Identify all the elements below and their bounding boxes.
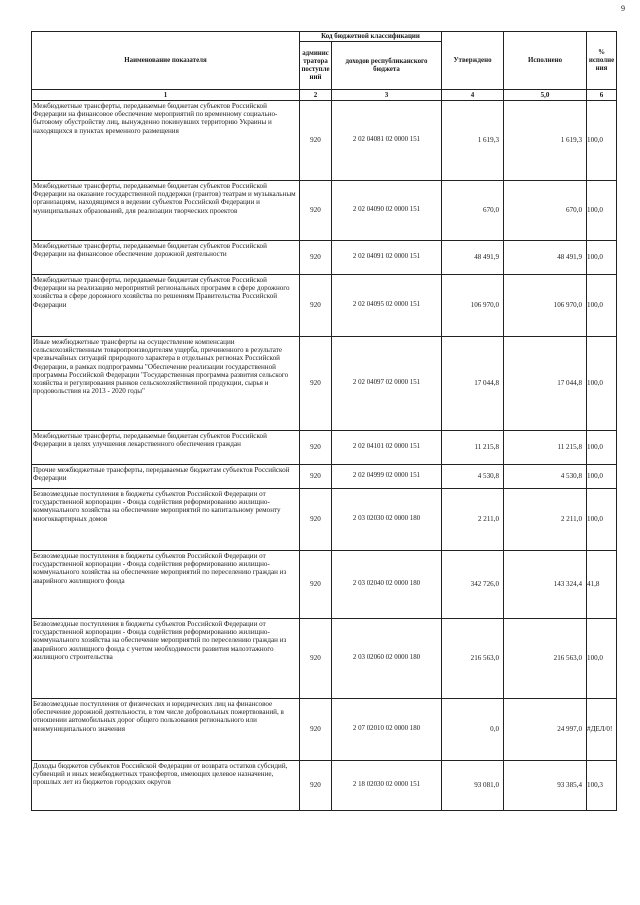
row-admin-code: 920 [300,275,332,337]
row-percent: 100,3 [587,761,617,811]
table-row [32,699,617,761]
row-percent: 41,8 [587,551,617,619]
row-income-code: 2 02 04081 02 0000 151 [332,101,442,181]
table-row [32,101,617,181]
row-admin-code: 920 [300,181,332,241]
row-percent: 100,0 [587,337,617,431]
row-name: Безвозмездные поступления в бюджеты субъектов Российской Федерации от государственной корпорации - Фонда содействия реформированию жилищно-коммунального хозяйства на обеспечение мероприятий по переселению граждан из аварийного жилищного фонда [32,551,300,619]
row-executed: 24 997,0 [504,699,587,761]
row-name: Доходы бюджетов субъектов Российской Федерации от возврата остатков субсидий, субвенций и иных межбюджетных трансфертов, имеющих целевое назначение, прошлых лет из бюджетов городских округов [32,761,300,811]
table-row [32,619,617,699]
row-admin-code: 920 [300,699,332,761]
row-admin-code: 920 [300,619,332,699]
row-executed: 143 324,4 [504,551,587,619]
row-income-code: 2 03 02030 02 0000 180 [332,489,442,551]
budget-table [31,31,617,811]
row-income-code: 2 02 04095 02 0000 151 [332,275,442,337]
table-row [32,275,617,337]
table-row [32,431,617,465]
row-percent: 100,0 [587,181,617,241]
column-number: 1 [32,90,300,101]
table-row [32,489,617,551]
header-name: Наименование показателя [32,32,300,90]
table-row [32,337,617,431]
row-income-code: 2 18 02030 02 0000 151 [332,761,442,811]
header-approved: Утверждено [442,32,504,90]
row-name: Прочие межбюджетные трансферты, передаваемые бюджетам субъектов Российской Федерации [32,465,300,489]
row-income-code: 2 02 04090 02 0000 151 [332,181,442,241]
row-admin-code: 920 [300,489,332,551]
row-income-code: 2 02 04097 02 0000 151 [332,337,442,431]
row-admin-code: 920 [300,241,332,275]
row-name: Безвозмездные поступления в бюджеты субъектов Российской Федерации от государственной корпорации - Фонда содействия реформированию жилищно-коммунального хозяйства на обеспечение мероприятий по переселению граждан из аварийного жилищного фонда с учетом необходимости развития малоэтажного жилищного строительства [32,619,300,699]
row-executed: 48 491,9 [504,241,587,275]
row-name: Межбюджетные трансферты, передаваемые бюджетам субъектов Российской Федерации на финансовое обеспечение дорожной деятельности [32,241,300,275]
table-row [32,551,617,619]
row-percent: 100,0 [587,275,617,337]
row-approved: 2 211,0 [442,489,504,551]
row-percent: 100,0 [587,489,617,551]
row-admin-code: 920 [300,101,332,181]
header-admin: админис тратора поступле ний [300,42,332,90]
row-percent: 100,0 [587,101,617,181]
column-number: 4 [442,90,504,101]
header-executed: Исполнено [504,32,587,90]
row-name: Безвозмездные поступления в бюджеты субъектов Российской Федерации от государственной корпорации - Фонда содействия реформированию жилищно-коммунального хозяйства на обеспечение мероприятий по капитальному ремонту многоквартирных домов [32,489,300,551]
row-approved: 93 081,0 [442,761,504,811]
row-approved: 342 726,0 [442,551,504,619]
row-percent: 100,0 [587,241,617,275]
row-income-code: 2 02 04999 02 0000 151 [332,465,442,489]
row-name: Межбюджетные трансферты, передаваемые бюджетам субъектов Российской Федерации на финансовое обеспечение мероприятий по временному социально-бытовому обустройству лиц, вынужденно покинувших территорию Украины и находящихся в пунктах временного размещения [32,101,300,181]
row-executed: 216 563,0 [504,619,587,699]
row-executed: 1 619,3 [504,101,587,181]
row-percent: 100,0 [587,431,617,465]
table-row [32,465,617,489]
row-admin-code: 920 [300,431,332,465]
header-code-group: Код бюджетной классификации [300,32,442,42]
row-approved: 4 530,8 [442,465,504,489]
header-income: доходов республиканского бюджета [332,42,442,90]
row-percent: 100,0 [587,619,617,699]
row-executed: 4 530,8 [504,465,587,489]
row-name: Межбюджетные трансферты, передаваемые бюджетам субъектов Российской Федерации на оказание государственной поддержки (грантов) театрам и музыкальным организациям, находящимся в ведении субъектов Российской Федерации и муниципальных образований, для реализации творческих проектов [32,181,300,241]
row-approved: 17 044,8 [442,337,504,431]
column-number: 5,0 [504,90,587,101]
table-row [32,761,617,811]
row-income-code: 2 03 02040 02 0000 180 [332,551,442,619]
row-income-code: 2 02 04091 02 0000 151 [332,241,442,275]
column-number: 6 [587,90,617,101]
table-row [32,181,617,241]
column-number: 3 [332,90,442,101]
row-admin-code: 920 [300,337,332,431]
row-approved: 216 563,0 [442,619,504,699]
row-admin-code: 920 [300,551,332,619]
table-row [32,241,617,275]
row-approved: 670,0 [442,181,504,241]
row-income-code: 2 07 02010 02 0000 180 [332,699,442,761]
row-income-code: 2 02 04101 02 0000 151 [332,431,442,465]
row-name: Межбюджетные трансферты, передаваемые бюджетам субъектов Российской Федерации в целях улучшения лекарственного обеспечения граждан [32,431,300,465]
row-approved: 48 491,9 [442,241,504,275]
row-name: Иные межбюджетные трансферты на осуществление компенсации сельскохозяйственным товаропроизводителям ущерба, причиненного в результате чрезвычайных ситуаций природного характера в отдельных регионах Российской Федерации, в рамках подпрограммы "Обеспечение реализации государственной программы Российской Федерации "Государственная программа развития сельского хозяйства и регулирования рынков сельскохозяйственной продукции, сырья и продовольствия на 2013 - 2020 годы" [32,337,300,431]
row-income-code: 2 03 02060 02 0000 180 [332,619,442,699]
row-admin-code: 920 [300,761,332,811]
row-executed: 670,0 [504,181,587,241]
row-executed: 106 970,0 [504,275,587,337]
row-approved: 106 970,0 [442,275,504,337]
row-name: Межбюджетные трансферты, передаваемые бюджетам субъектов Российской Федерации на реализацию мероприятий региональных программ в сфере дорожного хозяйства в сфере дорожного хозяйства по решениям Правительства Российской Федерации [32,275,300,337]
row-name: Безвозмездные поступления от физических и юридических лиц на финансовое обеспечение дорожной деятельности, в том числе добровольных пожертвований, в отношении автомобильных дорог общего пользования регионального или межмуниципального значения [32,699,300,761]
row-approved: 0,0 [442,699,504,761]
row-approved: 1 619,3 [442,101,504,181]
row-executed: 2 211,0 [504,489,587,551]
row-percent: 100,0 [587,465,617,489]
column-number: 2 [300,90,332,101]
row-executed: 93 385,4 [504,761,587,811]
row-approved: 11 215,8 [442,431,504,465]
page-number: 9 [621,4,625,13]
row-executed: 11 215,8 [504,431,587,465]
row-percent: #ДЕЛ/0! [587,699,617,761]
header-percent: % исполне ния [587,32,617,90]
row-admin-code: 920 [300,465,332,489]
row-executed: 17 044,8 [504,337,587,431]
column-number-row [32,90,617,101]
